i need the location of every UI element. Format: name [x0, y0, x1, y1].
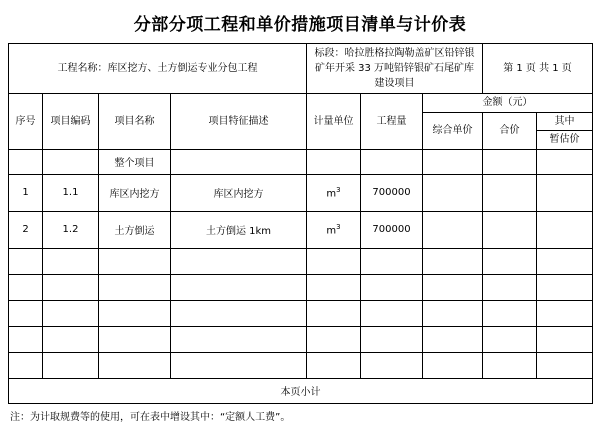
empty-cell [537, 352, 593, 378]
section-feature [171, 149, 307, 174]
subtotal-label: 本页小计 [9, 378, 593, 403]
table-row [9, 174, 593, 211]
column-header-row-1 [9, 94, 593, 113]
empty-cell [171, 248, 307, 274]
empty-cell [99, 274, 171, 300]
row-total-price [483, 174, 537, 211]
page-info-cell: 第 1 页 共 1 页 [483, 44, 593, 94]
project-name-label: 工程名称： [57, 63, 108, 74]
empty-cell [43, 300, 99, 326]
empty-cell [423, 352, 483, 378]
header-info-row [9, 44, 593, 94]
empty-cell [423, 300, 483, 326]
row-code: 1.2 [43, 211, 99, 248]
row-quantity: 700000 [361, 174, 423, 211]
column-header-total-price: 合价 [483, 112, 537, 149]
empty-cell [537, 300, 593, 326]
section-name: 整个项目 [99, 149, 171, 174]
column-header-quantity: 工程量 [361, 94, 423, 150]
page-title: 分部分项工程和单价措施项目清单与计价表 [133, 15, 467, 35]
empty-cell [307, 248, 361, 274]
section-cell [307, 44, 483, 94]
table-row-empty [9, 300, 593, 326]
empty-cell [43, 326, 99, 352]
row-name: 土方倒运 [99, 211, 171, 248]
column-header-name: 项目名称 [99, 94, 171, 150]
section-seq [9, 149, 43, 174]
empty-cell [483, 274, 537, 300]
subtotal-row [9, 378, 593, 403]
empty-cell [99, 326, 171, 352]
empty-cell [307, 300, 361, 326]
section-provisional [537, 149, 593, 174]
empty-cell [361, 274, 423, 300]
row-unit-price [423, 174, 483, 211]
column-header-unit-price: 综合单价 [423, 112, 483, 149]
empty-cell [9, 326, 43, 352]
empty-cell [537, 248, 593, 274]
row-unit-text: m [326, 225, 337, 237]
row-unit [307, 174, 361, 211]
empty-cell [483, 352, 537, 378]
section-value: 哈拉胜格拉陶勒盖矿区铅锌银矿年开采 33 万吨铅锌银矿石尾矿库建设项目 [314, 48, 475, 89]
empty-cell [171, 274, 307, 300]
row-provisional [537, 174, 593, 211]
empty-cell [537, 274, 593, 300]
row-feature: 库区内挖方 [171, 174, 307, 211]
empty-cell [307, 326, 361, 352]
column-header-among-which: 其中 [537, 112, 593, 131]
section-quantity [361, 149, 423, 174]
row-total-price [483, 211, 537, 248]
empty-cell [307, 352, 361, 378]
empty-cell [9, 274, 43, 300]
row-unit [307, 211, 361, 248]
project-name-value: 库区挖方、土方倒运专业分包工程 [107, 63, 258, 74]
row-unit-exponent: 3 [336, 222, 341, 231]
row-unit-price [423, 211, 483, 248]
column-header-amount-group: 金额（元） [423, 94, 593, 113]
section-row [9, 149, 593, 174]
empty-cell [171, 352, 307, 378]
section-total-price [483, 149, 537, 174]
row-code: 1.1 [43, 174, 99, 211]
section-label: 标段： [314, 48, 345, 59]
empty-cell [171, 300, 307, 326]
section-unit-price [423, 149, 483, 174]
empty-cell [43, 274, 99, 300]
row-seq: 1 [9, 174, 43, 211]
empty-cell [361, 248, 423, 274]
empty-cell [43, 248, 99, 274]
empty-cell [483, 326, 537, 352]
section-unit [307, 149, 361, 174]
empty-cell [9, 248, 43, 274]
row-seq: 2 [9, 211, 43, 248]
column-header-unit: 计量单位 [307, 94, 361, 150]
row-unit-exponent: 3 [336, 185, 341, 194]
table-row-empty [9, 326, 593, 352]
empty-cell [43, 352, 99, 378]
column-header-feature: 项目特征描述 [171, 94, 307, 150]
empty-cell [423, 326, 483, 352]
table-row-empty [9, 274, 593, 300]
bill-of-quantities-table [8, 43, 593, 404]
empty-cell [361, 352, 423, 378]
empty-cell [361, 300, 423, 326]
empty-cell [99, 248, 171, 274]
empty-cell [483, 248, 537, 274]
row-feature: 土方倒运 1km [171, 211, 307, 248]
row-provisional [537, 211, 593, 248]
empty-cell [9, 300, 43, 326]
empty-cell [99, 300, 171, 326]
row-quantity: 700000 [361, 211, 423, 248]
row-name: 库区内挖方 [99, 174, 171, 211]
empty-cell [423, 274, 483, 300]
column-header-code: 项目编码 [43, 94, 99, 150]
section-code [43, 149, 99, 174]
empty-cell [483, 300, 537, 326]
empty-cell [9, 352, 43, 378]
table-row [9, 211, 593, 248]
table-row-empty [9, 248, 593, 274]
empty-cell [537, 326, 593, 352]
table-row-empty [9, 352, 593, 378]
empty-cell [361, 326, 423, 352]
table-note: 注：为计取规费等的使用，可在表中增设其中：“定额人工费”。 [10, 411, 291, 423]
empty-cell [423, 248, 483, 274]
empty-cell [99, 352, 171, 378]
column-header-provisional: 暂估价 [537, 131, 593, 150]
empty-cell [307, 274, 361, 300]
project-name-cell [9, 44, 307, 94]
row-unit-text: m [326, 188, 337, 200]
column-header-seq: 序号 [9, 94, 43, 150]
empty-cell [171, 326, 307, 352]
